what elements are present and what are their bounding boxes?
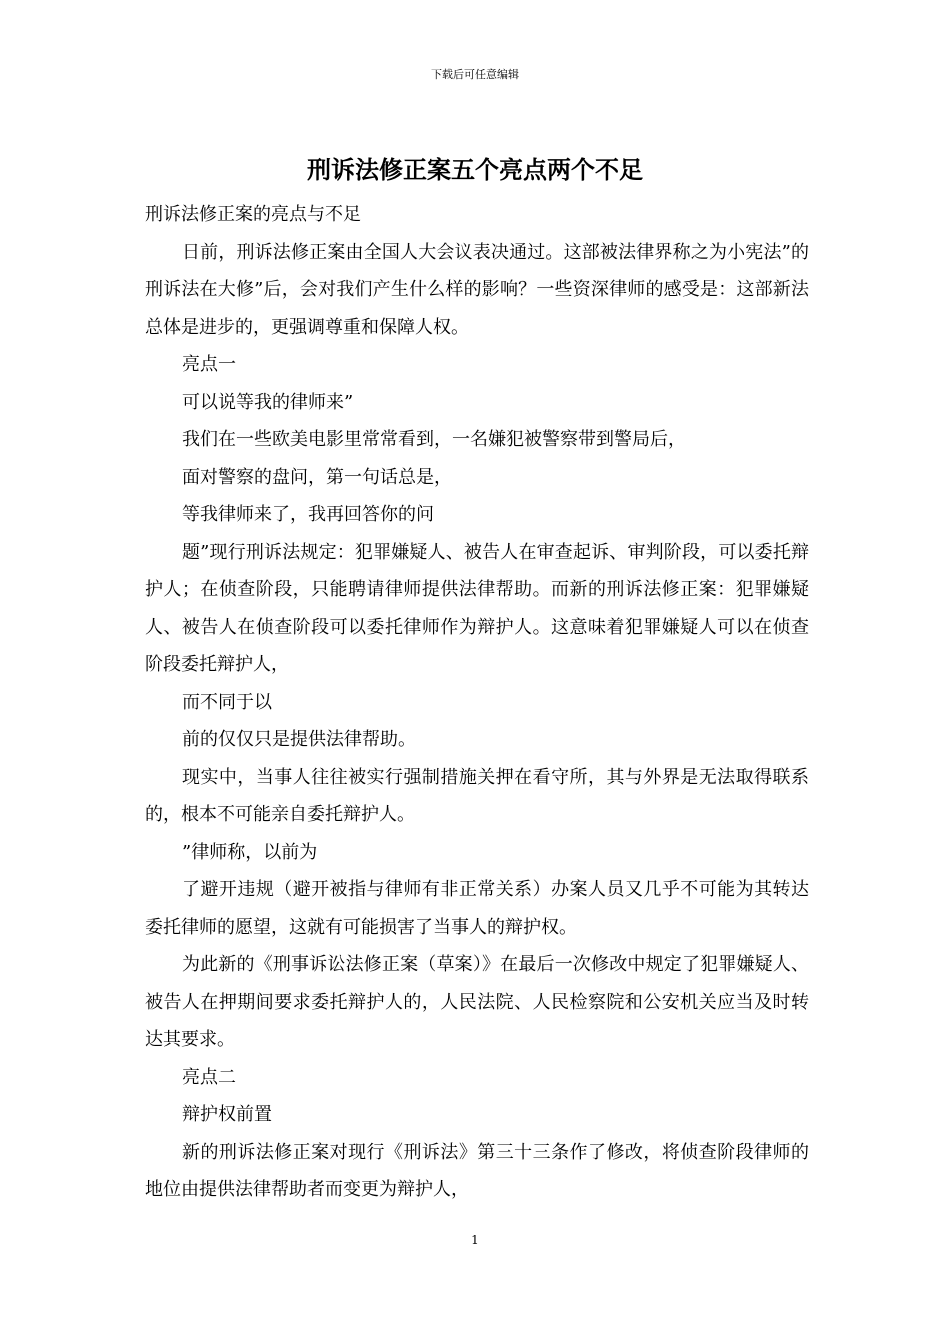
paragraph-15: 辩护权前置: [182, 1104, 272, 1125]
section-heading-highlight-1: 亮点一: [182, 354, 236, 375]
section-heading-highlight-2: 亮点二: [182, 1066, 236, 1088]
page-header: 下载后可任意编辑: [431, 68, 519, 81]
paragraph-7: 题”现行刑诉法规定：犯罪嫌疑人、被告人在审查起诉、审判阶段，可以委托辩护人；在侦查阶段，只能聘请律师提供法律帮助。而新的刑诉法修正案：犯罪嫌疑人、被告人在侦查阶段可以委托律师作为辩护人。这意味着犯罪嫌疑人可以在侦查阶段委托辩护人，: [145, 541, 809, 675]
paragraph-13: 为此新的《刑事诉讼法修正案（草案）》在最后一次修改中规定了犯罪嫌疑人、被告人在押期间要求委托辩护人的，人民法院、人民检察院和公安机关应当及时转达其要求。: [145, 954, 809, 1050]
paragraph-6: 等我律师来了，我再回答你的问: [182, 504, 434, 525]
paragraph-3: 可以说等我的律师来”: [182, 391, 354, 413]
paragraph-11: ”律师称，以前为: [182, 841, 318, 863]
page-number: 1: [471, 1233, 479, 1247]
paragraph-0: 刑诉法修正案的亮点与不足: [145, 204, 361, 225]
paragraph-12: 了避开违规（避开被指与律师有非正常关系）办案人员又几乎不可能为其转达委托律师的愿望，这就有可能损害了当事人的辩护权。: [145, 879, 809, 938]
paragraph-8: 而不同于以: [182, 691, 272, 713]
paragraph-4: 我们在一些欧美电影里常常看到，一名嫌犯被警察带到警局后，: [182, 429, 686, 450]
paragraph-5: 面对警察的盘问，第一句话总是，: [182, 466, 452, 488]
paragraph-1: 日前，刑诉法修正案由全国人大会议表决通过。这部被法律界称之为小宪法”的刑诉法在大修”后，会对我们产生什么样的影响？一些资深律师的感受是：这部新法总体是进步的，更强调尊重和保障人权。: [145, 241, 809, 338]
paragraph-10: 现实中，当事人往往被实行强制措施关押在看守所，其与外界是无法取得联系的，根本不可能亲自委托辩护人。: [145, 766, 809, 825]
document-body: [145, 196, 809, 1209]
paragraph-16: 新的刑诉法修正案对现行《刑诉法》第三十三条作了修改，将侦查阶段律师的地位由提供法律帮助者而变更为辩护人，: [145, 1141, 809, 1200]
paragraph-9: 前的仅仅只是提供法律帮助。: [182, 729, 416, 750]
document-title: 刑诉法修正案五个亮点两个不足: [307, 155, 643, 184]
